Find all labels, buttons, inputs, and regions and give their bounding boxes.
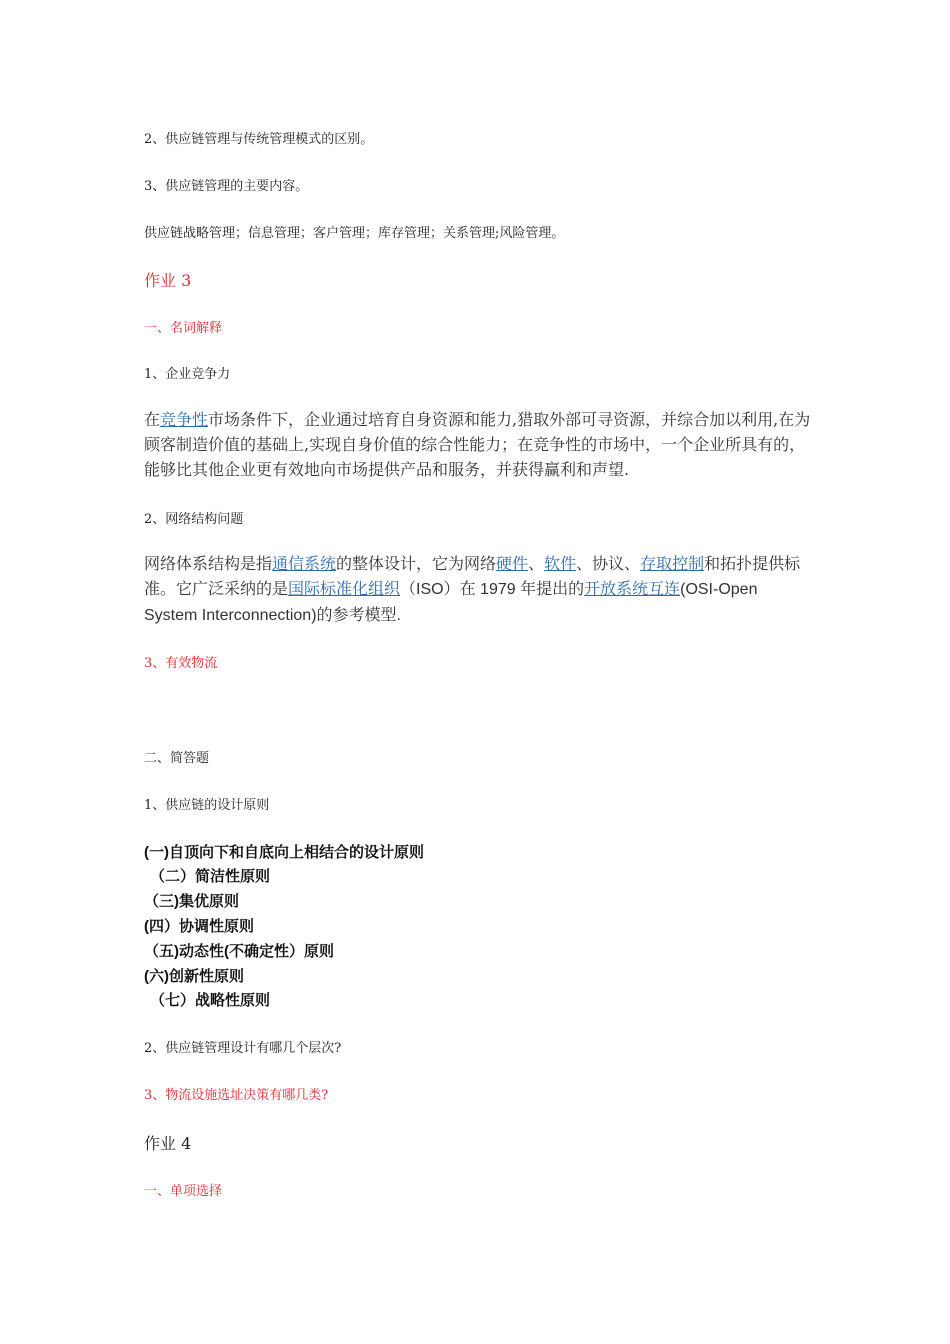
- definition-text: 和拓扑提供标准。它广泛采纳的是: [144, 554, 801, 598]
- link-competitive[interactable]: 竞争性: [160, 410, 209, 429]
- link-communication-system[interactable]: 通信系统: [272, 554, 337, 573]
- principle-6: (六)创新性原则: [144, 968, 244, 985]
- homework-3-title: 作业 3: [144, 271, 192, 290]
- link-hardware[interactable]: 硬件: [496, 554, 529, 573]
- term-1-definition: [144, 407, 814, 482]
- definition-text: 、协议、: [576, 554, 641, 573]
- definition-text: 的整体设计，它为网络: [336, 554, 497, 573]
- link-osi[interactable]: 开放系统互连: [584, 579, 681, 598]
- term-2-heading: 2、网络结构问题: [144, 512, 244, 527]
- principle-4: (四）协调性原则: [144, 918, 254, 935]
- answer-3: 供应链战略管理；信息管理；客户管理；库存管理；关系管理;风险管理。: [144, 226, 565, 241]
- definition-text: 在: [144, 410, 161, 429]
- link-iso[interactable]: 国际标准化组织: [288, 579, 401, 598]
- definition-text: 市场条件下，企业通过培育自身资源和能力,猎取外部可寻资源，并综合加以利用,在为顾客制造价值的基础上,实现自身价值的综合性能力；在竞争性的市场中，一个企业所具有的，能够比其他企业更有效地向市场提供产品和服务，并获得赢利和声望.: [144, 410, 811, 479]
- link-software[interactable]: 软件: [544, 554, 577, 573]
- definition-text: (OSI-Open System Interconnection)的参考模型.: [144, 581, 758, 624]
- section-term-definitions: 一、名词解释: [144, 321, 223, 336]
- principle-2: （二）简洁性原则: [150, 868, 271, 885]
- section-short-answer: 二、简答题: [144, 751, 210, 766]
- section-single-choice: 一、单项选择: [144, 1184, 223, 1199]
- term-3-heading: 3、有效物流: [144, 656, 218, 671]
- definition-text: 网络体系结构是指: [144, 554, 273, 573]
- term-1-heading: 1、企业竞争力: [144, 367, 231, 382]
- definition-text: （ISO）在 1979 年提出的: [400, 581, 585, 598]
- principle-3: （三)集优原则: [144, 893, 239, 910]
- homework-4-title: 作业 4: [144, 1134, 192, 1153]
- short-question-1: 1、供应链的设计原则: [144, 798, 270, 813]
- short-question-2: 2、供应链管理设计有哪几个层次?: [144, 1041, 342, 1056]
- term-2-definition: [144, 551, 814, 628]
- principle-1: (一)自顶向下和自底向上相结合的设计原则: [144, 844, 424, 861]
- question-3: 3、供应链管理的主要内容。: [144, 179, 309, 194]
- link-access-control[interactable]: 存取控制: [640, 554, 705, 573]
- definition-text: 、: [528, 554, 545, 573]
- short-question-3: 3、物流设施选址决策有哪几类?: [144, 1088, 329, 1103]
- principle-5: （五)动态性(不确定性）原则: [144, 943, 334, 960]
- principle-7: （七）战略性原则: [150, 992, 271, 1009]
- question-2: 2、供应链管理与传统管理模式的区别。: [144, 132, 374, 147]
